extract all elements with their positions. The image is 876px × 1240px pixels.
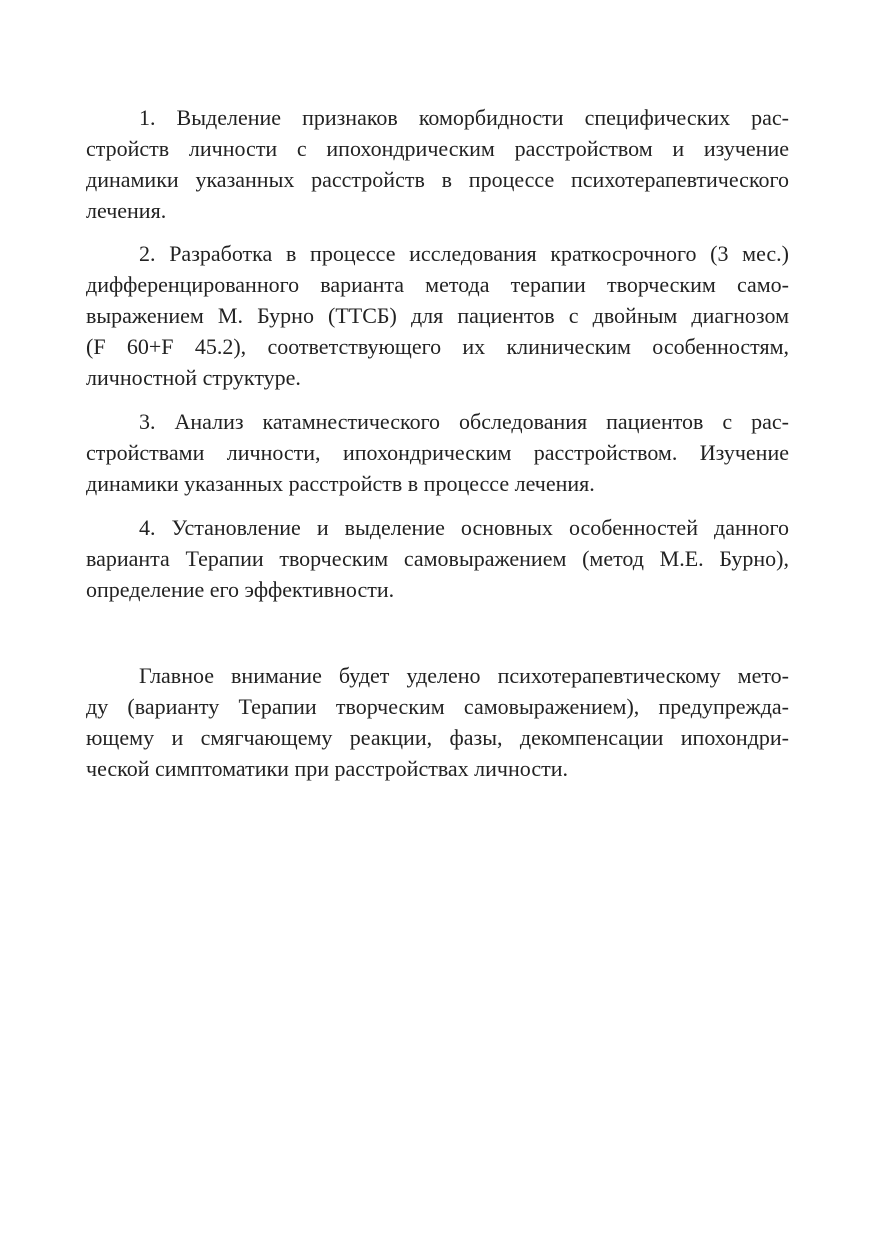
text-line: динамики указанных расстройств в процессе психотерапевтического (86, 167, 789, 192)
list-item-4 (86, 512, 789, 605)
text-line: стройствами личности, ипохондрическим расстройством. Изучение (86, 440, 789, 465)
text-line: 3. Анализ катамнестического обследования пациентов с рас- (139, 409, 789, 434)
list-item-2 (86, 238, 789, 393)
summary-paragraph (86, 660, 789, 784)
text-line: динамики указанных расстройств в процессе лечения. (86, 471, 595, 496)
text-line: ческой симптоматики при расстройствах личности. (86, 756, 568, 781)
text-line: стройств личности с ипохондрическим расстройством и изучение (86, 136, 789, 161)
text-line: ду (варианту Терапии творческим самовыражением), предупрежда- (86, 694, 789, 719)
text-line: Главное внимание будет уделено психотерапевтическому мето- (139, 663, 789, 688)
text-line: варианта Терапии творческим самовыражением (метод М.Е. Бурно), (86, 546, 789, 571)
text-line: ющему и смягчающему реакции, фазы, декомпенсации ипохондри- (86, 725, 789, 750)
list-item-1 (86, 102, 789, 226)
text-line: дифференцированного варианта метода терапии творческим само- (86, 272, 789, 297)
text-line: лечения. (86, 198, 167, 223)
text-line: 1. Выделение признаков коморбидности специфических рас- (139, 105, 789, 130)
text-line: выражением М. Бурно (ТТСБ) для пациентов с двойным диагнозом (86, 303, 789, 328)
text-line: 2. Разработка в процессе исследования краткосрочного (3 мес.) (139, 241, 789, 266)
text-line: личностной структуре. (86, 365, 301, 390)
list-item-3 (86, 406, 789, 499)
text-line: 4. Установление и выделение основных особенностей данного (139, 515, 789, 540)
text-line: определение его эффективности. (86, 577, 395, 602)
text-line: (F 60+F 45.2), соответствующего их клиническим особенностям, (86, 334, 789, 359)
